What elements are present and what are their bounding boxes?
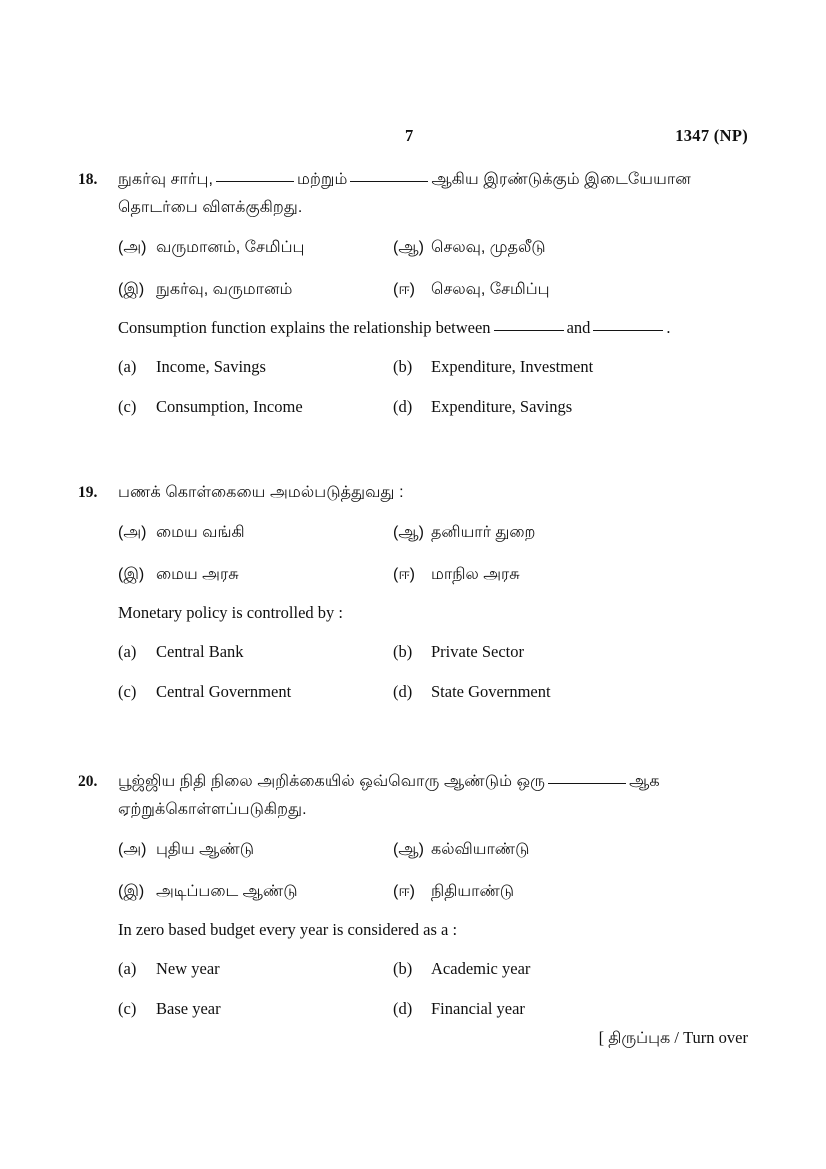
option-key: (ஆ): [393, 524, 424, 541]
question-stem-english: [118, 315, 756, 341]
option-key: (அ): [118, 239, 147, 256]
option-label: Consumption, Income: [156, 397, 303, 416]
option-label: தனியார் துறை: [431, 524, 536, 541]
option-tamil-b[interactable]: [393, 234, 756, 262]
option-label: Academic year: [431, 959, 531, 978]
option-key: (d): [393, 999, 413, 1018]
answer-blank: [216, 181, 294, 182]
option-english-b[interactable]: [393, 638, 756, 666]
option-label: நுகர்வு, வருமானம்: [156, 281, 293, 298]
answer-blank: [494, 330, 564, 331]
options-tamil: [118, 519, 756, 589]
question-body: [118, 479, 756, 706]
option-tamil-c[interactable]: [118, 878, 393, 906]
option-label: Expenditure, Savings: [431, 397, 573, 416]
options-tamil: [118, 234, 756, 304]
option-key: (b): [393, 357, 413, 376]
option-key: (d): [393, 397, 413, 416]
option-key: (c): [118, 999, 137, 1018]
option-english-c[interactable]: [118, 678, 393, 706]
option-label: Expenditure, Investment: [431, 357, 594, 376]
option-english-b[interactable]: [393, 353, 756, 381]
option-english-c[interactable]: [118, 995, 393, 1023]
options-english: [118, 353, 756, 421]
option-label: நிதியாண்டு: [431, 883, 515, 900]
spacer: [118, 304, 756, 315]
option-key: (இ): [118, 281, 145, 298]
options-english: [118, 638, 756, 706]
option-label: மைய வங்கி: [156, 524, 245, 541]
option-key: (b): [393, 959, 413, 978]
option-tamil-c[interactable]: [118, 561, 393, 589]
option-key: (a): [118, 642, 137, 661]
footer-english-label: Turn over: [683, 1028, 748, 1047]
option-tamil-a[interactable]: [118, 234, 393, 262]
option-english-b[interactable]: [393, 955, 756, 983]
question-stem-tamil: [118, 166, 756, 222]
question-number: 18.: [78, 171, 98, 188]
option-english-d[interactable]: [393, 678, 756, 706]
option-key: (ஈ): [393, 566, 415, 583]
spacer: [118, 906, 756, 917]
question-body: [118, 166, 756, 421]
question-stem-tamil: [118, 768, 756, 824]
option-tamil-b[interactable]: [393, 836, 756, 864]
question-20: [0, 768, 826, 1023]
answer-blank: [548, 783, 626, 784]
option-key: (அ): [118, 841, 147, 858]
option-label: மாநில அரசு: [431, 566, 520, 583]
question-number: 20.: [78, 773, 98, 790]
option-tamil-c[interactable]: [118, 276, 393, 304]
option-label: செலவு, முதலீடு: [431, 239, 546, 256]
option-key: (a): [118, 357, 137, 376]
stem-text-segment: ஆக ஏற்றுக்கொள்ளப்படுகிறது.: [118, 773, 660, 818]
option-key: (ஆ): [393, 239, 424, 256]
option-key: (b): [393, 642, 413, 661]
question-18: [0, 166, 826, 421]
question-19: [0, 479, 826, 706]
question-body: [118, 768, 756, 1023]
paper-code: 1347 (NP): [675, 126, 748, 145]
option-key: (ஈ): [393, 883, 415, 900]
option-english-d[interactable]: [393, 995, 756, 1023]
page-header: [78, 126, 748, 148]
option-tamil-a[interactable]: [118, 519, 393, 547]
option-label: செலவு, சேமிப்பு: [431, 281, 550, 298]
options-tamil: [118, 836, 756, 906]
answer-blank: [593, 330, 663, 331]
stem-text-segment: Consumption function explains the relationship between: [118, 318, 491, 337]
option-label: அடிப்படை ஆண்டு: [156, 883, 298, 900]
option-label: Private Sector: [431, 642, 525, 661]
option-english-c[interactable]: [118, 393, 393, 421]
option-label: புதிய ஆண்டு: [156, 841, 255, 858]
option-key: (ஈ): [393, 281, 415, 298]
stem-text-segment: ஆகிய இரண்டுக்கும் இடையேயான தொடர்பை விளக்குகிறது.: [118, 171, 691, 216]
option-key: (c): [118, 397, 137, 416]
question-stem-english: Monetary policy is controlled by :: [118, 603, 343, 622]
stem-text-segment: மற்றும்: [297, 171, 348, 188]
stem-text-segment: and: [566, 318, 591, 337]
option-key: (அ): [118, 524, 147, 541]
option-tamil-d[interactable]: [393, 878, 756, 906]
option-key: (இ): [118, 566, 145, 583]
option-english-d[interactable]: [393, 393, 756, 421]
option-key: (a): [118, 959, 137, 978]
footer-bracket: [: [598, 1028, 605, 1047]
option-label: Central Government: [156, 682, 292, 701]
option-label: State Government: [431, 682, 551, 701]
question-number: 19.: [78, 484, 98, 501]
spacer: [118, 589, 756, 600]
stem-text-segment: பூஜ்ஜிய நிதி நிலை அறிக்கையில் ஒவ்வொரு ஆண்டும் ஒரு: [118, 773, 546, 790]
option-key: (c): [118, 682, 137, 701]
answer-blank: [350, 181, 428, 182]
option-label: மைய அரசு: [156, 566, 239, 583]
stem-text-segment: நுகர்வு சார்பு,: [118, 171, 214, 188]
page-number: 7: [405, 126, 414, 145]
option-tamil-d[interactable]: [393, 276, 756, 304]
footer-tamil-label: திருப்புக: [608, 1030, 671, 1047]
option-english-a[interactable]: [118, 353, 393, 381]
option-tamil-b[interactable]: [393, 519, 756, 547]
footer-separator: /: [674, 1028, 679, 1047]
option-tamil-a[interactable]: [118, 836, 393, 864]
option-key: (இ): [118, 883, 145, 900]
option-key: (d): [393, 682, 413, 701]
option-key: (ஆ): [393, 841, 424, 858]
options-english: [118, 955, 756, 1023]
option-label: New year: [156, 959, 220, 978]
question-stem-english: In zero based budget every year is considered as a :: [118, 920, 458, 939]
questions-container: [0, 160, 826, 1023]
option-label: Base year: [156, 999, 221, 1018]
option-english-a[interactable]: [118, 955, 393, 983]
option-label: Income, Savings: [156, 357, 266, 376]
option-label: கல்வியாண்டு: [431, 841, 530, 858]
option-english-a[interactable]: [118, 638, 393, 666]
option-label: Financial year: [431, 999, 525, 1018]
turn-over-footer: [599, 1028, 748, 1049]
stem-text-segment: .: [666, 318, 671, 337]
question-stem-tamil: பணக் கொள்கையை அமல்படுத்துவது :: [118, 484, 404, 501]
option-label: Central Bank: [156, 642, 244, 661]
option-tamil-d[interactable]: [393, 561, 756, 589]
option-label: வருமானம், சேமிப்பு: [156, 239, 305, 256]
